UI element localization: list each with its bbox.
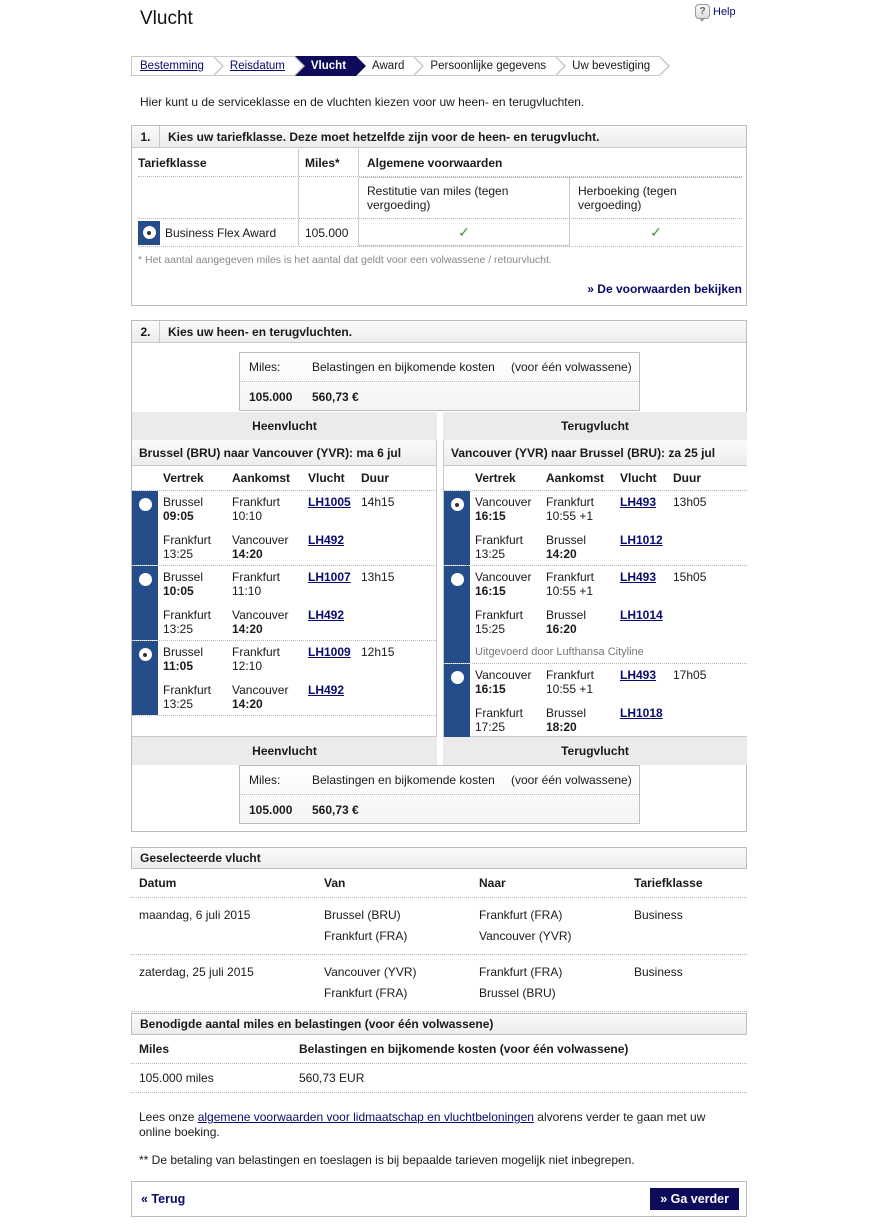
section-title: Kies uw tariefklasse. Deze moet hetzelfde zijn voor de heen- en terugvlucht. (168, 129, 600, 144)
fare-class-panel (131, 125, 747, 306)
flight-duration: 17h05 (673, 668, 707, 682)
flight-leg (163, 533, 436, 561)
leg-from: Brussel (163, 645, 204, 659)
leg-to: Brussel (546, 706, 587, 720)
step-label: Uw bevestiging (572, 60, 651, 72)
flight-number-link[interactable]: LH1014 (620, 608, 663, 622)
row-class: Business (634, 908, 683, 922)
flight-option[interactable] (444, 664, 747, 739)
leg-arr-time: 14:20 (546, 547, 577, 561)
inbound-heading: Terugvlucht (443, 412, 747, 440)
leg-arr-time: 10:55 +1 (546, 509, 594, 523)
col-miles: Miles* (298, 149, 358, 176)
col-duur: Duur (361, 471, 389, 485)
flight-number-link[interactable]: LH492 (308, 533, 345, 547)
help-link[interactable] (695, 4, 736, 19)
inbound-route: Vancouver (YVR) naar Brussel (BRU): za 25 jul (444, 440, 747, 466)
leg-dep-time: 16:15 (475, 509, 506, 523)
step-bestemming[interactable] (131, 56, 214, 76)
leg-from: Frankfurt (163, 683, 212, 697)
selected-flight-header (131, 847, 747, 869)
flight-leg (163, 495, 436, 523)
miles-value: 105.000 (249, 802, 293, 817)
miles-label: Miles: (249, 773, 281, 787)
terms-link[interactable]: algemene voorwaarden voor lidmaatschap en vluchtbeloningen (197, 1110, 534, 1124)
outbound-heading: Heenvlucht (132, 412, 437, 440)
fare-radio[interactable] (138, 221, 160, 245)
row-date: zaterdag, 25 juli 2015 (139, 965, 254, 979)
rebook-check-icon: ✓ (569, 219, 742, 246)
leg-dep-time: 13:25 (475, 547, 506, 561)
leg-arr-time: 12:10 (232, 659, 263, 673)
sub-rebook: Herboeking (tegen vergoeding) (569, 177, 742, 218)
row-date: maandag, 6 juli 2015 (139, 908, 251, 922)
flight-duration: 12h15 (361, 645, 395, 659)
flights-header (132, 321, 746, 343)
leg-to: Frankfurt (546, 495, 595, 509)
row-class: Business (634, 965, 683, 979)
adult-label: (voor één volwassene) (511, 773, 632, 787)
selected-flight-section (131, 847, 747, 1012)
step-label[interactable]: Reisdatum (229, 60, 285, 72)
leg-to: Frankfurt (546, 570, 595, 584)
leg-from: Vancouver (475, 495, 532, 509)
leg-from: Frankfurt (163, 533, 212, 547)
col-vertrek: Vertrek (475, 471, 516, 485)
leg-from: Frankfurt (475, 533, 524, 547)
leg-to: Vancouver (232, 608, 289, 622)
leg-arr-time: 18:20 (546, 720, 577, 734)
flight-leg (163, 608, 436, 636)
flight-number-link[interactable]: LH492 (308, 608, 345, 622)
leg-from: Brussel (163, 495, 204, 509)
flight-number-link[interactable]: LH493 (620, 668, 657, 682)
col-fare: Tariefklasse (138, 155, 207, 170)
row-from: Vancouver (YVR) (324, 965, 417, 979)
step-reisdatum[interactable] (214, 56, 295, 76)
terms-text (139, 1110, 739, 1140)
leg-from: Vancouver (475, 668, 532, 682)
flight-duration: 15h05 (673, 570, 707, 584)
flight-leg (163, 570, 436, 598)
radio-icon[interactable] (139, 498, 152, 511)
miles-value: 105.000 (249, 389, 293, 404)
radio-selected-icon[interactable] (139, 648, 152, 661)
col-naar: Naar (479, 876, 506, 890)
row-from: Frankfurt (FRA) (324, 929, 408, 943)
continue-button[interactable]: » Ga verder (650, 1188, 739, 1210)
col-tax: Belastingen en bijkomende kosten (voor één volwassene) (299, 1042, 629, 1056)
tax-label: Belastingen en bijkomende kosten (312, 360, 495, 374)
section-title: Kies uw heen- en terugvluchten. (168, 324, 353, 339)
flight-duration: 14h15 (361, 495, 395, 509)
col-tariefklasse: Tariefklasse (634, 876, 703, 890)
leg-arr-time: 10:55 +1 (546, 584, 594, 598)
flight-leg (475, 608, 747, 636)
fare-footnote: * Het aantal aangegeven miles is het aantal dat geldt voor een volwassene / retourvlucht. (138, 254, 552, 266)
flight-number-link[interactable]: LH1012 (620, 533, 663, 547)
view-conditions-link[interactable]: » De voorwaarden bekijken (587, 282, 742, 296)
total-miles: 105.000 miles (139, 1071, 214, 1085)
col-vertrek: Vertrek (163, 471, 204, 485)
inbound-heading-bottom: Terugvlucht (443, 737, 747, 765)
flight-number-link[interactable]: LH492 (308, 683, 345, 697)
taxes-note: ** De betaling van belastingen en toeslagen is bij bepaalde tarieven mogelijk niet inbegrepen. (139, 1153, 635, 1167)
radio-selected-icon[interactable] (451, 498, 464, 511)
flight-duration: 13h05 (673, 495, 707, 509)
section-title: Geselecteerde vlucht (140, 851, 261, 865)
leg-from: Frankfurt (475, 706, 524, 720)
col-conditions: Algemene voorwaarden (358, 149, 742, 176)
intro-text: Hier kunt u de serviceklasse en de vluchten kiezen voor uw heen- en terugvluchten. (140, 95, 585, 109)
leg-from: Frankfurt (163, 608, 212, 622)
col-vlucht: Vlucht (308, 471, 345, 485)
terms-after: alvorens verder te gaan met uw online boeking. (139, 1110, 706, 1139)
leg-to: Frankfurt (232, 645, 281, 659)
radio-icon[interactable] (451, 573, 464, 586)
step-label: Persoonlijke gegevens (430, 60, 547, 72)
step-label: Award (372, 60, 405, 72)
flight-leg (163, 645, 436, 673)
flight-leg (475, 570, 747, 598)
flight-number-link[interactable]: LH1005 (308, 495, 351, 509)
leg-from: Brussel (163, 570, 204, 584)
row-from: Brussel (BRU) (324, 908, 401, 922)
leg-arr-time: 10:55 +1 (546, 682, 594, 696)
flight-duration: 13h15 (361, 570, 395, 584)
col-aankomst: Aankomst (232, 471, 291, 485)
flight-number-link[interactable]: LH1007 (308, 570, 351, 584)
help-label: Help (713, 5, 736, 18)
radio-icon[interactable] (451, 671, 464, 684)
col-duur: Duur (673, 471, 701, 485)
flights-panel (131, 320, 747, 832)
sub-refund: Restitutie van miles (tegen vergoeding) (358, 177, 569, 218)
leg-to: Brussel (546, 533, 587, 547)
fare-class-header (132, 126, 746, 148)
leg-arr-time: 16:20 (546, 622, 577, 636)
price-summary-bottom (239, 765, 640, 824)
terms-before: Lees onze (139, 1110, 198, 1124)
miles-label: Miles: (249, 360, 281, 374)
inbound-flights (443, 440, 747, 737)
leg-dep-time: 16:15 (475, 584, 506, 598)
flight-number-link[interactable]: LH493 (620, 570, 657, 584)
refund-check-icon: ✓ (358, 219, 569, 246)
step-label[interactable]: Bestemming (140, 60, 204, 72)
row-to: Frankfurt (FRA) (479, 965, 563, 979)
row-to: Vancouver (YVR) (479, 929, 572, 943)
leg-to: Frankfurt (546, 668, 595, 682)
help-bubble-icon: ? (695, 4, 710, 19)
totals-header (131, 1013, 747, 1035)
adult-label: (voor één volwassene) (511, 360, 632, 374)
leg-dep-time: 16:15 (475, 682, 506, 696)
col-datum: Datum (139, 876, 177, 890)
leg-arr-time: 14:20 (232, 697, 263, 711)
flight-leg (475, 668, 747, 696)
leg-arr-time: 14:20 (232, 547, 263, 561)
leg-arr-time: 11:10 (232, 584, 262, 598)
tax-value: 560,73 € (312, 389, 359, 404)
leg-dep-time: 11:05 (163, 659, 194, 673)
col-van: Van (324, 876, 346, 890)
row-to: Frankfurt (FRA) (479, 908, 563, 922)
flight-leg (475, 706, 747, 734)
col-aankomst: Aankomst (546, 471, 605, 485)
selected-row (131, 955, 747, 1012)
price-summary-top (239, 352, 640, 411)
total-tax: 560,73 EUR (299, 1071, 365, 1085)
col-miles: Miles (139, 1042, 170, 1056)
tax-label: Belastingen en bijkomende kosten (312, 773, 495, 787)
step-persoonlijke-gegevens (414, 56, 556, 76)
flight-leg (163, 683, 436, 711)
section-number: 2. (132, 321, 160, 342)
flight-option[interactable] (444, 491, 747, 566)
leg-dep-time: 13:25 (163, 622, 194, 636)
row-to: Brussel (BRU) (479, 986, 556, 1000)
flight-leg (475, 495, 747, 523)
leg-to: Frankfurt (232, 495, 281, 509)
radio-selected-icon (143, 226, 156, 239)
row-from: Frankfurt (FRA) (324, 986, 408, 1000)
outbound-heading-bottom: Heenvlucht (132, 737, 437, 765)
flight-option[interactable] (444, 566, 747, 664)
progress-steps (131, 56, 660, 76)
fare-miles: 105.000 (298, 219, 358, 246)
back-button[interactable]: « Terug (141, 1192, 186, 1206)
leg-dep-time: 10:05 (163, 584, 194, 598)
section-number: 1. (132, 126, 160, 147)
leg-to: Frankfurt (232, 570, 281, 584)
leg-arr-time: 10:10 (232, 509, 263, 523)
outbound-route: Brussel (BRU) naar Vancouver (YVR): ma 6 jul (132, 440, 436, 466)
selected-row (131, 898, 747, 955)
page-title: Vlucht (140, 8, 193, 29)
step-label: Vlucht (310, 60, 347, 72)
col-vlucht: Vlucht (620, 471, 657, 485)
leg-to: Vancouver (232, 533, 289, 547)
fare-name: Business Flex Award (165, 225, 277, 240)
tax-value: 560,73 € (312, 802, 359, 817)
leg-dep-time: 15:25 (475, 622, 506, 636)
leg-dep-time: 13:25 (163, 697, 194, 711)
leg-arr-time: 14:20 (232, 622, 263, 636)
flight-number-link[interactable]: LH1009 (308, 645, 351, 659)
flight-option[interactable] (132, 491, 436, 566)
outbound-flights (132, 440, 437, 737)
flight-option[interactable] (132, 641, 436, 716)
fare-table (138, 149, 742, 296)
operated-by: Uitgevoerd door Lufthansa Cityline (475, 646, 644, 658)
section-title: Benodigde aantal miles en belastingen (voor één volwassene) (140, 1017, 494, 1031)
flight-number-link[interactable]: LH1018 (620, 706, 663, 720)
step-uw-bevestiging (556, 56, 660, 76)
totals-section (131, 1013, 747, 1093)
flight-leg (475, 533, 747, 561)
leg-dep-time: 17:25 (475, 720, 506, 734)
flight-option[interactable] (132, 566, 436, 641)
flight-number-link[interactable]: LH493 (620, 495, 657, 509)
radio-icon[interactable] (139, 573, 152, 586)
fare-row[interactable] (138, 219, 742, 247)
leg-dep-time: 13:25 (163, 547, 194, 561)
leg-to: Vancouver (232, 683, 289, 697)
leg-from: Frankfurt (475, 608, 524, 622)
leg-to: Brussel (546, 608, 587, 622)
leg-dep-time: 09:05 (163, 509, 194, 523)
leg-from: Vancouver (475, 570, 532, 584)
navigation-bar (131, 1181, 747, 1217)
